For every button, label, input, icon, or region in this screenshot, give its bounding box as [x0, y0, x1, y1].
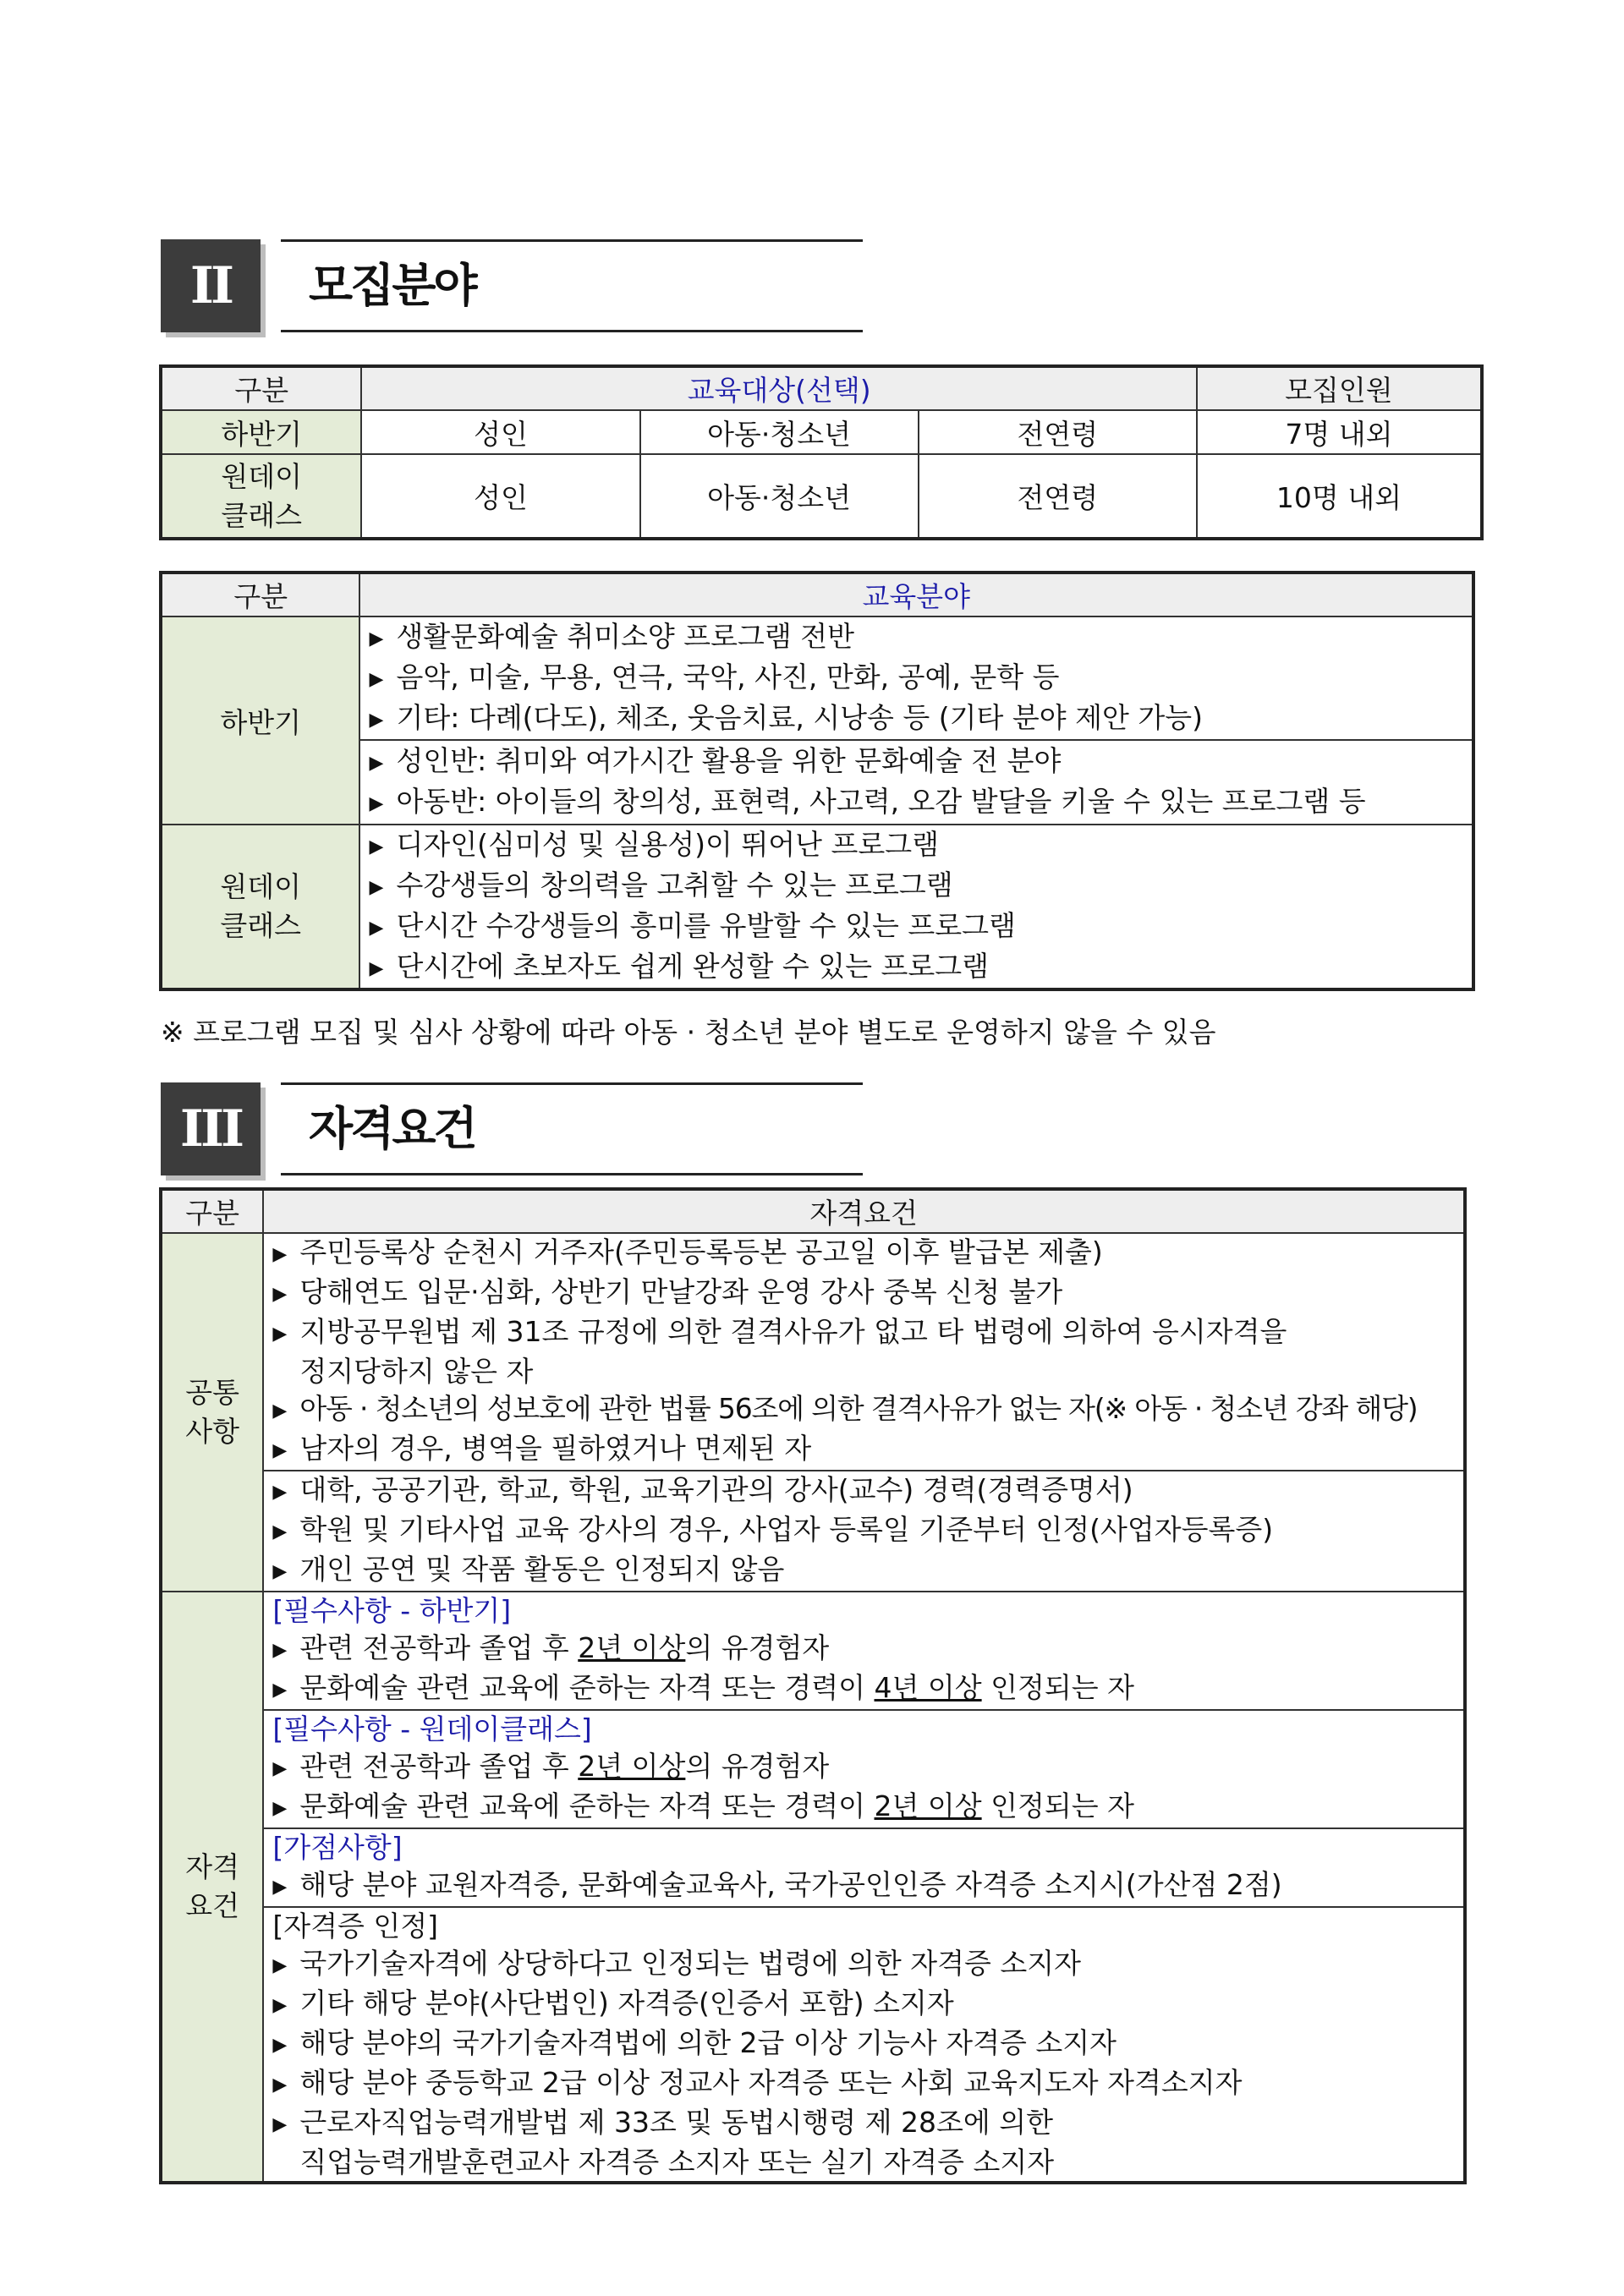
triangle-bullet-icon: ▶ [272, 2114, 288, 2135]
target-youth: 아동·청소년 [640, 454, 919, 539]
list-item: ▶ 음악, 미술, 무용, 연극, 국악, 사진, 만화, 공예, 문학 등 [369, 658, 1463, 699]
table-row [161, 454, 1482, 539]
qualification-table [159, 1187, 1467, 2184]
list-item: ▶ 디자인(심미성 및 실용성)이 뛰어난 프로그램 [369, 825, 1463, 866]
triangle-bullet-icon: ▶ [272, 1284, 288, 1305]
section-title: 자격요건 [309, 1102, 475, 1155]
triangle-bullet-icon: ▶ [272, 1955, 288, 1976]
block-title: [가점사항] [272, 1831, 403, 1864]
list-item: ▶ 국가기술자격에 상당하다고 인정되는 법령에 의한 자격증 소지자 [272, 1945, 1455, 1985]
triangle-bullet-icon: ▶ [272, 1323, 288, 1345]
triangle-bullet-icon: ▶ [272, 1521, 288, 1543]
list-item: ▶ 당해연도 입문·심화, 상반기 만날강좌 운영 강사 중복 신청 불가 [272, 1274, 1455, 1313]
list-item-continuation: 정지당하지 않은 자 [299, 1355, 534, 1388]
list-item: ▶ 관련 전공학과 졸업 후 2년 이상의 유경험자 [272, 1748, 1455, 1788]
common-requirements [263, 1233, 1465, 1471]
divider [281, 330, 863, 332]
list-item: ▶ 개인 공연 및 작품 활동은 인정되지 않음 [272, 1551, 1455, 1591]
header-category: 구분 [161, 1189, 263, 1233]
header-target: 교육대상(선택) [361, 366, 1196, 410]
recruit-count: 7명 내외 [1197, 410, 1482, 454]
section-title: 모집분야 [309, 259, 475, 312]
list-item: ▶ 지방공무원법 제 31조 규정에 의한 결격사유가 없고 타 법령에 의하여 응시자격을 [272, 1313, 1455, 1353]
triangle-bullet-icon: ▶ [369, 877, 384, 898]
list-item: ▶ 단시간 수강생들의 흥미를 유발할 수 있는 프로그램 [369, 907, 1463, 947]
triangle-bullet-icon: ▶ [369, 753, 384, 774]
triangle-bullet-icon: ▶ [369, 710, 384, 731]
section-number-badge: III [161, 1082, 261, 1175]
target-adult: 성인 [361, 454, 639, 539]
list-item: ▶ 남자의 경우, 병역을 필하였거나 면제된 자 [272, 1430, 1455, 1470]
triangle-bullet-icon: ▶ [369, 836, 384, 858]
list-item: ▶ 문화예술 관련 교육에 준하는 자격 또는 경력이 2년 이상 인정되는 자 [272, 1788, 1455, 1827]
list-item: ▶ 수강생들의 창의력을 고취할 수 있는 프로그램 [369, 866, 1463, 907]
section-header-qualification [161, 1082, 863, 1175]
list-item: ▶ 근로자직업능력개발법 제 33조 및 동법시행령 제 28조에 의한 [272, 2104, 1455, 2144]
list-item: ▶ 문화예술 관련 교육에 준하는 자격 또는 경력이 4년 이상 인정되는 자 [272, 1669, 1455, 1709]
triangle-bullet-icon: ▶ [272, 1561, 288, 1582]
list-item: ▶ 해당 분야 중등학교 2급 이상 정교사 자격증 또는 사회 교육지도자 자격소지자 [272, 2064, 1455, 2104]
row-label: 하반기 [161, 616, 359, 825]
triangle-bullet-icon: ▶ [272, 1400, 287, 1422]
triangle-bullet-icon: ▶ [272, 2074, 288, 2096]
divider [281, 1173, 863, 1175]
list-item-continuation: 직업능력개발훈련교사 자격증 소지자 또는 실기 자격증 소지자 [299, 2145, 1055, 2178]
row-label: 하반기 [161, 410, 361, 454]
row-label: 원데이 클래스 [161, 454, 361, 539]
triangle-bullet-icon: ▶ [272, 1640, 288, 1661]
field-list-oneday [359, 825, 1473, 989]
list-item: ▶ 아동반: 아이들의 창의성, 표현력, 사고력, 오감 발달을 키울 수 있는 프로그램 등 [369, 782, 1463, 823]
triangle-bullet-icon: ▶ [272, 1877, 288, 1898]
certificate-recognition [263, 1907, 1465, 2183]
triangle-bullet-icon: ▶ [369, 669, 384, 690]
list-item: ▶ 대학, 공공기관, 학교, 학원, 교육기관의 강사(교수) 경력(경력증명서) [272, 1471, 1455, 1511]
list-item: ▶ 관련 전공학과 졸업 후 2년 이상의 유경험자 [272, 1630, 1455, 1669]
section-number-badge: II [161, 239, 261, 332]
triangle-bullet-icon: ▶ [272, 1995, 288, 2016]
field-list-general [359, 616, 1473, 740]
field-list-class [359, 740, 1473, 825]
header-qualification: 자격요건 [263, 1189, 1465, 1233]
triangle-bullet-icon: ▶ [272, 1244, 288, 1265]
triangle-bullet-icon: ▶ [272, 1758, 288, 1779]
table-row [161, 410, 1482, 454]
list-item: ▶ 생활문화예술 취미소양 프로그램 전반 [369, 617, 1463, 658]
triangle-bullet-icon: ▶ [272, 1482, 288, 1503]
row-label: 자격 요건 [161, 1592, 263, 2183]
list-item: ▶ 기타 해당 분야(사단법인) 자격증(인증서 포함) 소지자 [272, 1985, 1455, 2025]
bonus-points [263, 1828, 1465, 1907]
list-item: ▶ 해당 분야의 국가기술자격법에 의한 2급 이상 기능사 자격증 소지자 [272, 2025, 1455, 2064]
row-label: 공통 사항 [161, 1233, 263, 1592]
header-category: 구분 [161, 366, 361, 410]
education-field-table [159, 571, 1475, 991]
triangle-bullet-icon: ▶ [272, 2035, 288, 2056]
triangle-bullet-icon: ▶ [369, 628, 384, 649]
section-header-recruit [161, 239, 863, 332]
list-item: ▶ 성인반: 취미와 여가시간 활용을 위한 문화예술 전 분야 [369, 742, 1463, 782]
block-title: [필수사항 - 원데이클래스] [272, 1712, 592, 1745]
triangle-bullet-icon: ▶ [369, 958, 384, 979]
header-category: 구분 [161, 573, 359, 616]
header-field: 교육분야 [359, 573, 1473, 616]
notice-text: ※ 프로그램 모집 및 심사 상황에 따라 아동 · 청소년 분야 별도로 운영하지 않을 수 있음 [161, 1016, 1216, 1049]
triangle-bullet-icon: ▶ [369, 793, 384, 814]
recruit-count: 10명 내외 [1197, 454, 1482, 539]
list-item: ▶ 기타: 다례(다도), 체조, 웃음치료, 시낭송 등 (기타 분야 제안 가능) [369, 699, 1463, 739]
triangle-bullet-icon: ▶ [272, 1440, 288, 1461]
block-title: [필수사항 - 하반기] [272, 1594, 512, 1627]
list-item: ▶ 단시간에 초보자도 쉽게 완성할 수 있는 프로그램 [369, 947, 1463, 988]
row-label: 원데이 클래스 [161, 825, 359, 989]
target-youth: 아동·청소년 [640, 410, 919, 454]
list-item: ▶ 주민등록상 순천시 거주자(주민등록등본 공고일 이후 발급본 제출) [272, 1234, 1455, 1274]
target-all: 전연령 [919, 454, 1197, 539]
triangle-bullet-icon: ▶ [272, 1798, 288, 1819]
block-title: [자격증 인정] [272, 1910, 439, 1943]
header-count: 모집인원 [1197, 366, 1482, 410]
list-item: ▶ 학원 및 기타사업 교육 강사의 경우, 사업자 등록일 기준부터 인정(사업자등록증) [272, 1511, 1455, 1551]
triangle-bullet-icon: ▶ [272, 1680, 288, 1701]
recruit-target-table [159, 364, 1484, 540]
career-requirements [263, 1471, 1465, 1592]
target-all: 전연령 [919, 410, 1197, 454]
required-half [263, 1592, 1465, 1710]
triangle-bullet-icon: ▶ [369, 918, 384, 939]
target-adult: 성인 [361, 410, 639, 454]
list-item: ▶ 해당 분야 교원자격증, 문화예술교육사, 국가공인인증 자격증 소지시(가산점 2점) [272, 1866, 1455, 1906]
list-item: ▶ 아동 · 청소년의 성보호에 관한 법률 56조에 의한 결격사유가 없는 자(※ 아동 · 청소년 강좌 해당) [272, 1390, 1455, 1430]
required-oneday [263, 1710, 1465, 1828]
